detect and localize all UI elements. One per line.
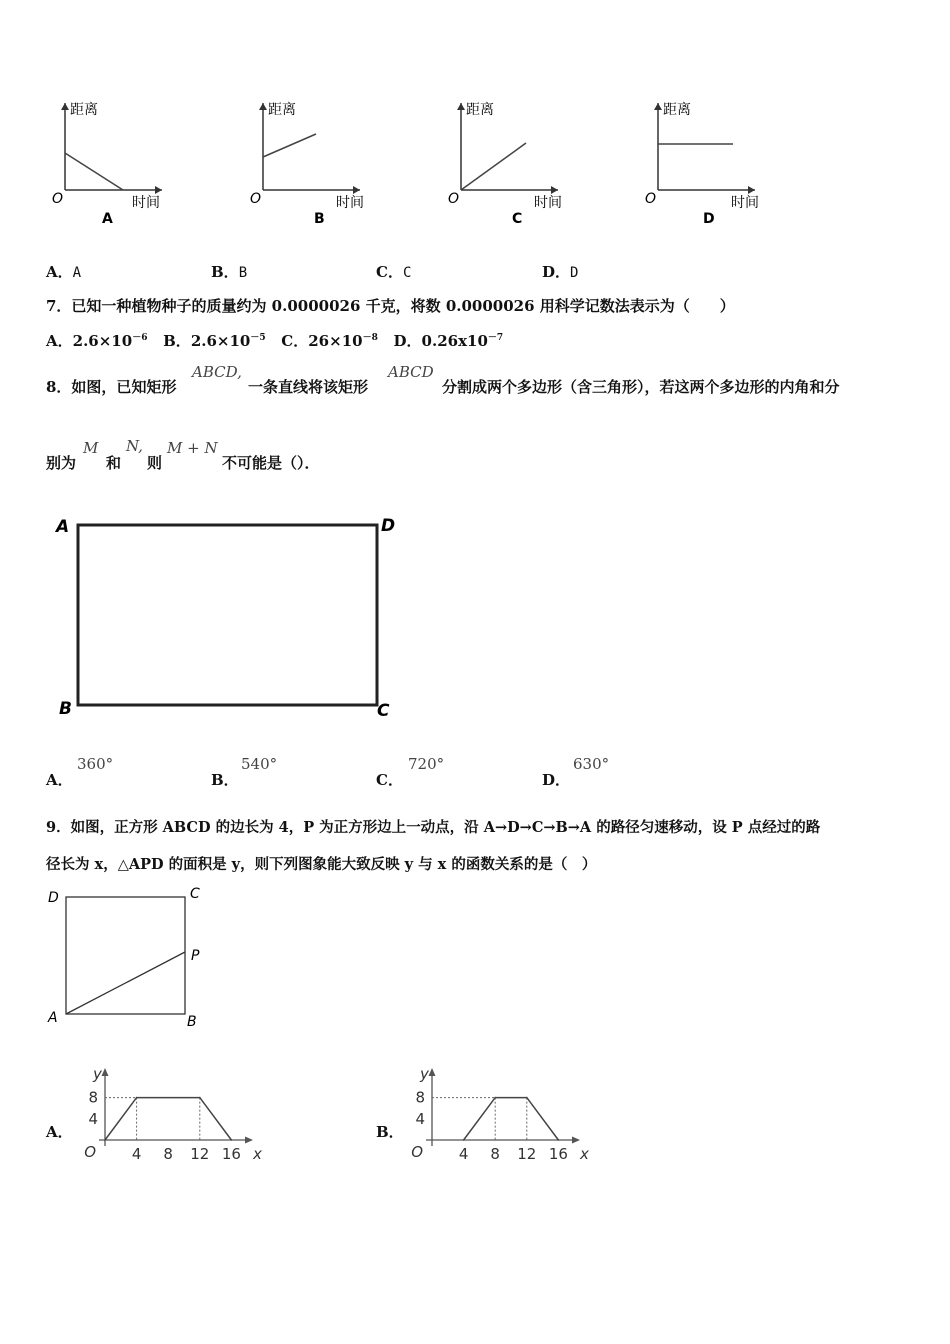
q9-graph-a-ytick-1: 4 xyxy=(88,1109,98,1128)
q6-graphs xyxy=(40,95,780,235)
graph-d-xlabel: 时间 xyxy=(731,195,759,211)
q8-abcd-1: ABCD, xyxy=(192,363,242,381)
q7-option-a[interactable]: A．$2.6\times 10^{-6}$ xyxy=(46,332,148,350)
q6-option-a[interactable]: A．A xyxy=(46,263,82,281)
q9-option-a[interactable]: A． xyxy=(46,1123,73,1141)
q8-rectangle xyxy=(78,525,377,705)
q9-graph-a-point-0 xyxy=(104,1139,106,1141)
q9-label-p: P xyxy=(191,948,200,964)
q8-corner-b: B xyxy=(59,699,72,719)
q8-option-d-value: 630° xyxy=(573,755,610,773)
q8-he: 和 xyxy=(106,454,122,472)
q9-graph-b-x-arrow xyxy=(572,1137,580,1144)
q9-graph-b-xtick-3: 16 xyxy=(548,1145,568,1163)
q8-abcd-2: ABCD xyxy=(388,363,434,381)
graph-a xyxy=(52,102,162,227)
q9-label-d: D xyxy=(48,890,59,906)
q8-part3: 分割成两个多边形（含三角形），若这两个多边形的内角和分 xyxy=(442,378,840,396)
q8-part2: 一条直线将该矩形 xyxy=(248,378,369,396)
q9-option-b[interactable]: B． xyxy=(376,1123,404,1141)
q9-graph-b-xtick-1: 8 xyxy=(490,1145,500,1163)
q9-graph-a-xtick-2: 12 xyxy=(190,1145,210,1163)
q9-graph-a xyxy=(78,1066,278,1166)
q8-rectangle-figure xyxy=(50,508,400,723)
q6-option-d[interactable]: D．D xyxy=(542,263,579,281)
q8-ze: 则 xyxy=(147,454,163,472)
q9-graph-b-series-line xyxy=(464,1098,559,1140)
q7-option-c[interactable]: C．$26\times 10^{-8}$ xyxy=(281,332,378,350)
graph-c-ylabel: 距离 xyxy=(466,102,494,118)
q8-corner-d: D xyxy=(381,516,396,536)
q9-graph-b-origin: O xyxy=(411,1143,423,1161)
q8-corner-a: A xyxy=(56,517,70,537)
graph-c-letter: C xyxy=(512,211,523,227)
q9-graph-b-ylabel: y xyxy=(420,1066,429,1083)
q8-line2-a: 别为 xyxy=(46,454,77,472)
q9-graph-a-y-arrow xyxy=(102,1068,109,1076)
graph-a-ylabel: 距离 xyxy=(70,102,98,118)
q8-option-b-value: 540° xyxy=(241,755,278,773)
q8-mn: M + N xyxy=(167,439,218,457)
q9-graph-b-point-0 xyxy=(463,1139,465,1141)
q8-option-a-value: 360° xyxy=(77,755,114,773)
q7-options xyxy=(46,330,503,351)
graph-b-letter: B xyxy=(314,211,325,227)
q9-graph-b-ytick-0: 8 xyxy=(415,1088,425,1107)
q9-label-b: B xyxy=(187,1014,197,1030)
q9-graph-b-y-arrow xyxy=(429,1068,436,1076)
graph-d xyxy=(645,102,759,227)
graph-b-line xyxy=(263,134,316,157)
q9-square xyxy=(66,897,185,1014)
q9-graph-b-point-3 xyxy=(558,1139,560,1141)
q6-option-b[interactable]: B．B xyxy=(211,263,248,281)
q9-graph-a-x-arrow xyxy=(245,1137,253,1144)
q9-graph-a-series-line xyxy=(105,1098,231,1140)
q9-graph-b xyxy=(405,1066,605,1166)
q9-graph-a-point-3 xyxy=(231,1139,233,1141)
q8-part1: 8．如图，已知矩形 xyxy=(46,378,177,396)
q7-stem: 7．已知一种植物种子的质量约为 0.0000026 千克，将数 0.0000026 用科学记数法表示为（ ） xyxy=(46,297,735,315)
q9-graph-a-xtick-0: 4 xyxy=(131,1145,142,1163)
q9-label-a: A xyxy=(48,1010,58,1026)
q7-option-d[interactable]: D．$0.26x10^{-7}$ xyxy=(393,332,504,350)
q9-graph-b-xtick-0: 4 xyxy=(458,1145,469,1163)
graph-b-ylabel: 距离 xyxy=(268,102,296,118)
q8-tail: 不可能是（）． xyxy=(222,454,320,472)
q9-graph-a-point-1 xyxy=(136,1097,138,1099)
q9-label-c: C xyxy=(190,886,200,902)
graph-a-xlabel: 时间 xyxy=(132,195,160,211)
graph-b xyxy=(250,102,364,227)
q9-line1: 9．如图，正方形 ABCD 的边长为 4，P 为正方形边上一动点，沿 A→D→C→B→A 的路径匀速移动，设 P 点经过的路 xyxy=(46,819,821,836)
q8-corner-c: C xyxy=(377,701,390,721)
graph-a-origin: O xyxy=(52,191,64,207)
q9-graph-b-ytick-1: 4 xyxy=(415,1109,425,1128)
q9-line2: 径长为 x，△APD 的面积是 y，则下列图象能大致反映 y 与 x 的函数关系的是（ ） xyxy=(46,856,597,873)
graph-a-letter: A xyxy=(102,211,113,227)
graph-c-xlabel: 时间 xyxy=(534,195,562,211)
q8-option-a-letter[interactable]: A． xyxy=(46,771,73,789)
q8-m: M xyxy=(83,439,99,457)
graph-b-xlabel: 时间 xyxy=(336,195,364,211)
graph-d-letter: D xyxy=(703,211,715,227)
q6-option-c[interactable]: C．C xyxy=(376,263,412,281)
q9-graph-a-point-2 xyxy=(199,1097,201,1099)
q9-graph-a-xlabel: x xyxy=(253,1145,262,1163)
q9-graph-a-xtick-3: 16 xyxy=(221,1145,241,1163)
q9-square-figure xyxy=(40,878,220,1038)
q9-graph-a-xtick-1: 8 xyxy=(163,1145,173,1163)
q9-graph-b-point-1 xyxy=(494,1097,496,1099)
q9-graph-b-xlabel: x xyxy=(580,1145,589,1163)
q8-option-d-letter[interactable]: D． xyxy=(542,771,571,789)
graph-b-origin: O xyxy=(250,191,262,207)
q8-n: N, xyxy=(126,437,143,455)
q8-option-c-letter[interactable]: C． xyxy=(376,771,403,789)
graph-c-origin: O xyxy=(448,191,460,207)
q8-option-c-value: 720° xyxy=(408,755,445,773)
q9-graph-b-point-2 xyxy=(526,1097,528,1099)
graph-c xyxy=(448,102,562,227)
q9-graph-b-xtick-2: 12 xyxy=(517,1145,537,1163)
q9-graph-a-ytick-0: 8 xyxy=(88,1088,98,1107)
graph-d-origin: O xyxy=(645,191,657,207)
q9-segment-ap xyxy=(66,952,185,1014)
q9-graph-a-ylabel: y xyxy=(93,1066,102,1083)
graph-a-line xyxy=(65,153,123,190)
graph-c-line xyxy=(461,143,526,190)
q8-option-b-letter[interactable]: B． xyxy=(211,771,239,789)
graph-d-ylabel: 距离 xyxy=(663,102,691,118)
q7-option-b[interactable]: B．$2.6\times 10^{-5}$ xyxy=(163,332,266,350)
q9-graph-a-origin: O xyxy=(84,1143,96,1161)
